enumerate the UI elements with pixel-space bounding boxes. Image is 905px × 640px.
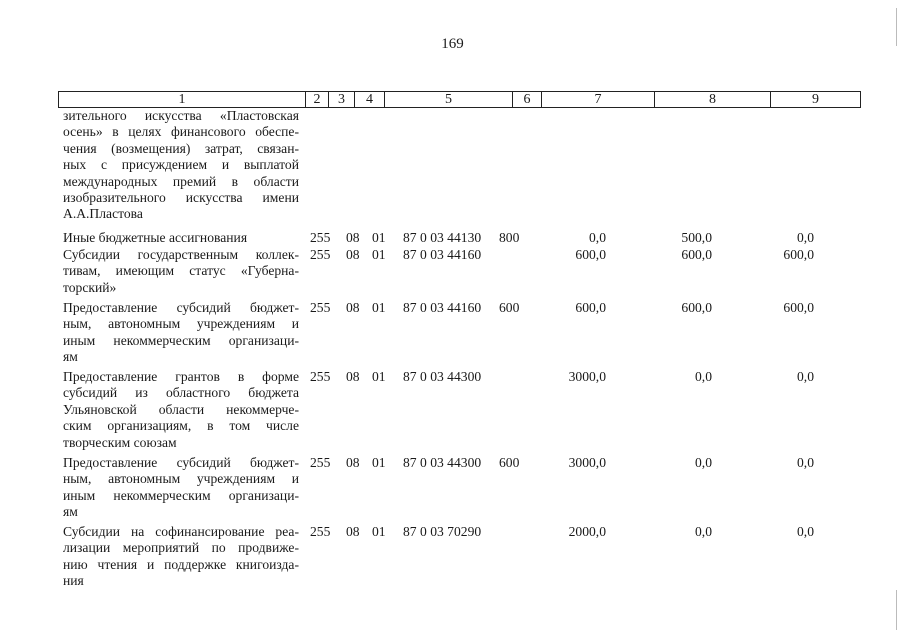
row-name-line: Предоставление субсидий бюджет- — [63, 300, 299, 315]
row-value-column-9: 0,0 — [797, 230, 814, 245]
row-value-column-5: 87 0 03 44300 — [403, 455, 482, 470]
row-value-column-8: 600,0 — [681, 300, 712, 315]
row-name-line: Субсидии государственным коллек- — [63, 247, 299, 262]
row-value-column-3: 08 — [346, 524, 360, 539]
row-name-line: лизации мероприятий по продвиже- — [63, 540, 299, 556]
row-value-column-6: 600 — [499, 300, 520, 315]
row-value-column-3: 08 — [346, 230, 360, 245]
row-value-column-9: 0,0 — [797, 455, 814, 470]
row-value-column-2: 255 — [310, 230, 331, 245]
row-name-line: тивам, имеющим статус «Губерна- — [63, 263, 299, 279]
row-value-column-3: 08 — [346, 455, 360, 470]
row-value-column-7: 600,0 — [575, 247, 606, 262]
column-header-6: 6 — [513, 92, 542, 108]
row-name-line: ским организациям, в том числе — [63, 418, 299, 434]
row-name-line: зительного искусства «Пластовская — [63, 108, 299, 123]
row-name-cell — [63, 300, 299, 366]
row-name-line: ным, автономным учреждениям и — [63, 471, 299, 487]
row-value-column-5: 87 0 03 44160 — [403, 300, 482, 315]
column-header-9: 9 — [771, 92, 861, 108]
row-value-column-2: 255 — [310, 300, 331, 315]
row-value-column-2: 255 — [310, 369, 331, 384]
row-value-column-7: 600,0 — [575, 300, 606, 315]
row-value-column-5: 87 0 03 70290 — [403, 524, 482, 539]
column-header-8: 8 — [655, 92, 771, 108]
row-value-column-7: 0,0 — [589, 230, 606, 245]
row-name-cell — [63, 524, 299, 590]
row-value-column-5: 87 0 03 44130 — [403, 230, 482, 245]
row-value-column-5: 87 0 03 44160 — [403, 247, 482, 262]
column-header-table — [58, 91, 861, 108]
row-name-line: субсидий из областного бюджета — [63, 385, 299, 401]
page-number: 169 — [441, 36, 464, 52]
row-value-column-7: 3000,0 — [568, 455, 606, 470]
column-header-7: 7 — [542, 92, 655, 108]
scan-margin-line — [896, 8, 897, 46]
row-value-column-3: 08 — [346, 300, 360, 315]
row-value-column-8: 0,0 — [695, 369, 712, 384]
row-value-column-4: 01 — [372, 369, 386, 384]
row-name-line: А.А.Пластова — [63, 206, 143, 222]
row-name-cell — [63, 247, 299, 296]
row-value-column-4: 01 — [372, 230, 386, 245]
row-name-line: международных премий в области — [63, 173, 299, 189]
column-header-3: 3 — [329, 92, 355, 108]
row-value-column-4: 01 — [372, 300, 386, 315]
column-header-1: 1 — [59, 92, 306, 108]
row-name-cell — [63, 369, 299, 451]
row-value-column-8: 500,0 — [681, 230, 712, 245]
row-value-column-6: 600 — [499, 455, 520, 470]
column-header-4: 4 — [355, 92, 385, 108]
row-name-cell — [63, 455, 299, 521]
row-name-line: иным некоммерческим организаци- — [63, 487, 299, 503]
row-name-line: ния — [63, 573, 84, 589]
row-name-line: ным, автономным учреждениям и — [63, 316, 299, 332]
row-name-line: нию чтения и поддержке книгоизда- — [63, 556, 299, 572]
row-name-line: творческим союзам — [63, 434, 177, 450]
row-value-column-5: 87 0 03 44300 — [403, 369, 482, 384]
row-value-column-7: 3000,0 — [568, 369, 606, 384]
column-header-row — [59, 92, 861, 108]
column-header-2: 2 — [306, 92, 329, 108]
row-value-column-8: 600,0 — [681, 247, 712, 262]
row-name-line: Иные бюджетные ассигнования — [63, 230, 248, 245]
row-value-column-9: 600,0 — [783, 247, 814, 262]
row-name-cell — [63, 230, 299, 246]
scan-margin-line — [896, 590, 897, 630]
row-name-line: ных с присуждением и выплатой — [63, 157, 299, 173]
row-name-line: Предоставление грантов в форме — [63, 369, 299, 384]
row-value-column-9: 0,0 — [797, 369, 814, 384]
row-value-column-4: 01 — [372, 247, 386, 262]
row-value-column-9: 600,0 — [783, 300, 814, 315]
row-name-line: изобразительного искусства имени — [63, 190, 299, 206]
row-value-column-3: 08 — [346, 247, 360, 262]
row-value-column-8: 0,0 — [695, 455, 712, 470]
row-value-column-4: 01 — [372, 524, 386, 539]
column-header-5: 5 — [385, 92, 513, 108]
row-name-line: ям — [63, 504, 78, 520]
row-name-line: чения (возмещения) затрат, связан- — [63, 140, 299, 156]
row-name-line: торский» — [63, 279, 117, 295]
row-value-column-2: 255 — [310, 247, 331, 262]
row-name-line: Предоставление субсидий бюджет- — [63, 455, 299, 470]
row-value-column-8: 0,0 — [695, 524, 712, 539]
row-value-column-2: 255 — [310, 455, 331, 470]
row-value-column-9: 0,0 — [797, 524, 814, 539]
row-name-line: осень» в целях финансового обеспе- — [63, 124, 299, 140]
row-value-column-6: 800 — [499, 230, 520, 245]
row-value-column-3: 08 — [346, 369, 360, 384]
row-value-column-2: 255 — [310, 524, 331, 539]
row-name-line: ям — [63, 349, 78, 365]
row-value-column-7: 2000,0 — [568, 524, 606, 539]
row-value-column-4: 01 — [372, 455, 386, 470]
row-name-cell — [63, 108, 299, 223]
row-name-line: иным некоммерческим организаци- — [63, 332, 299, 348]
row-name-line: Ульяновской области некоммерче- — [63, 401, 299, 417]
row-name-line: Субсидии на софинансирование реа- — [63, 524, 299, 539]
